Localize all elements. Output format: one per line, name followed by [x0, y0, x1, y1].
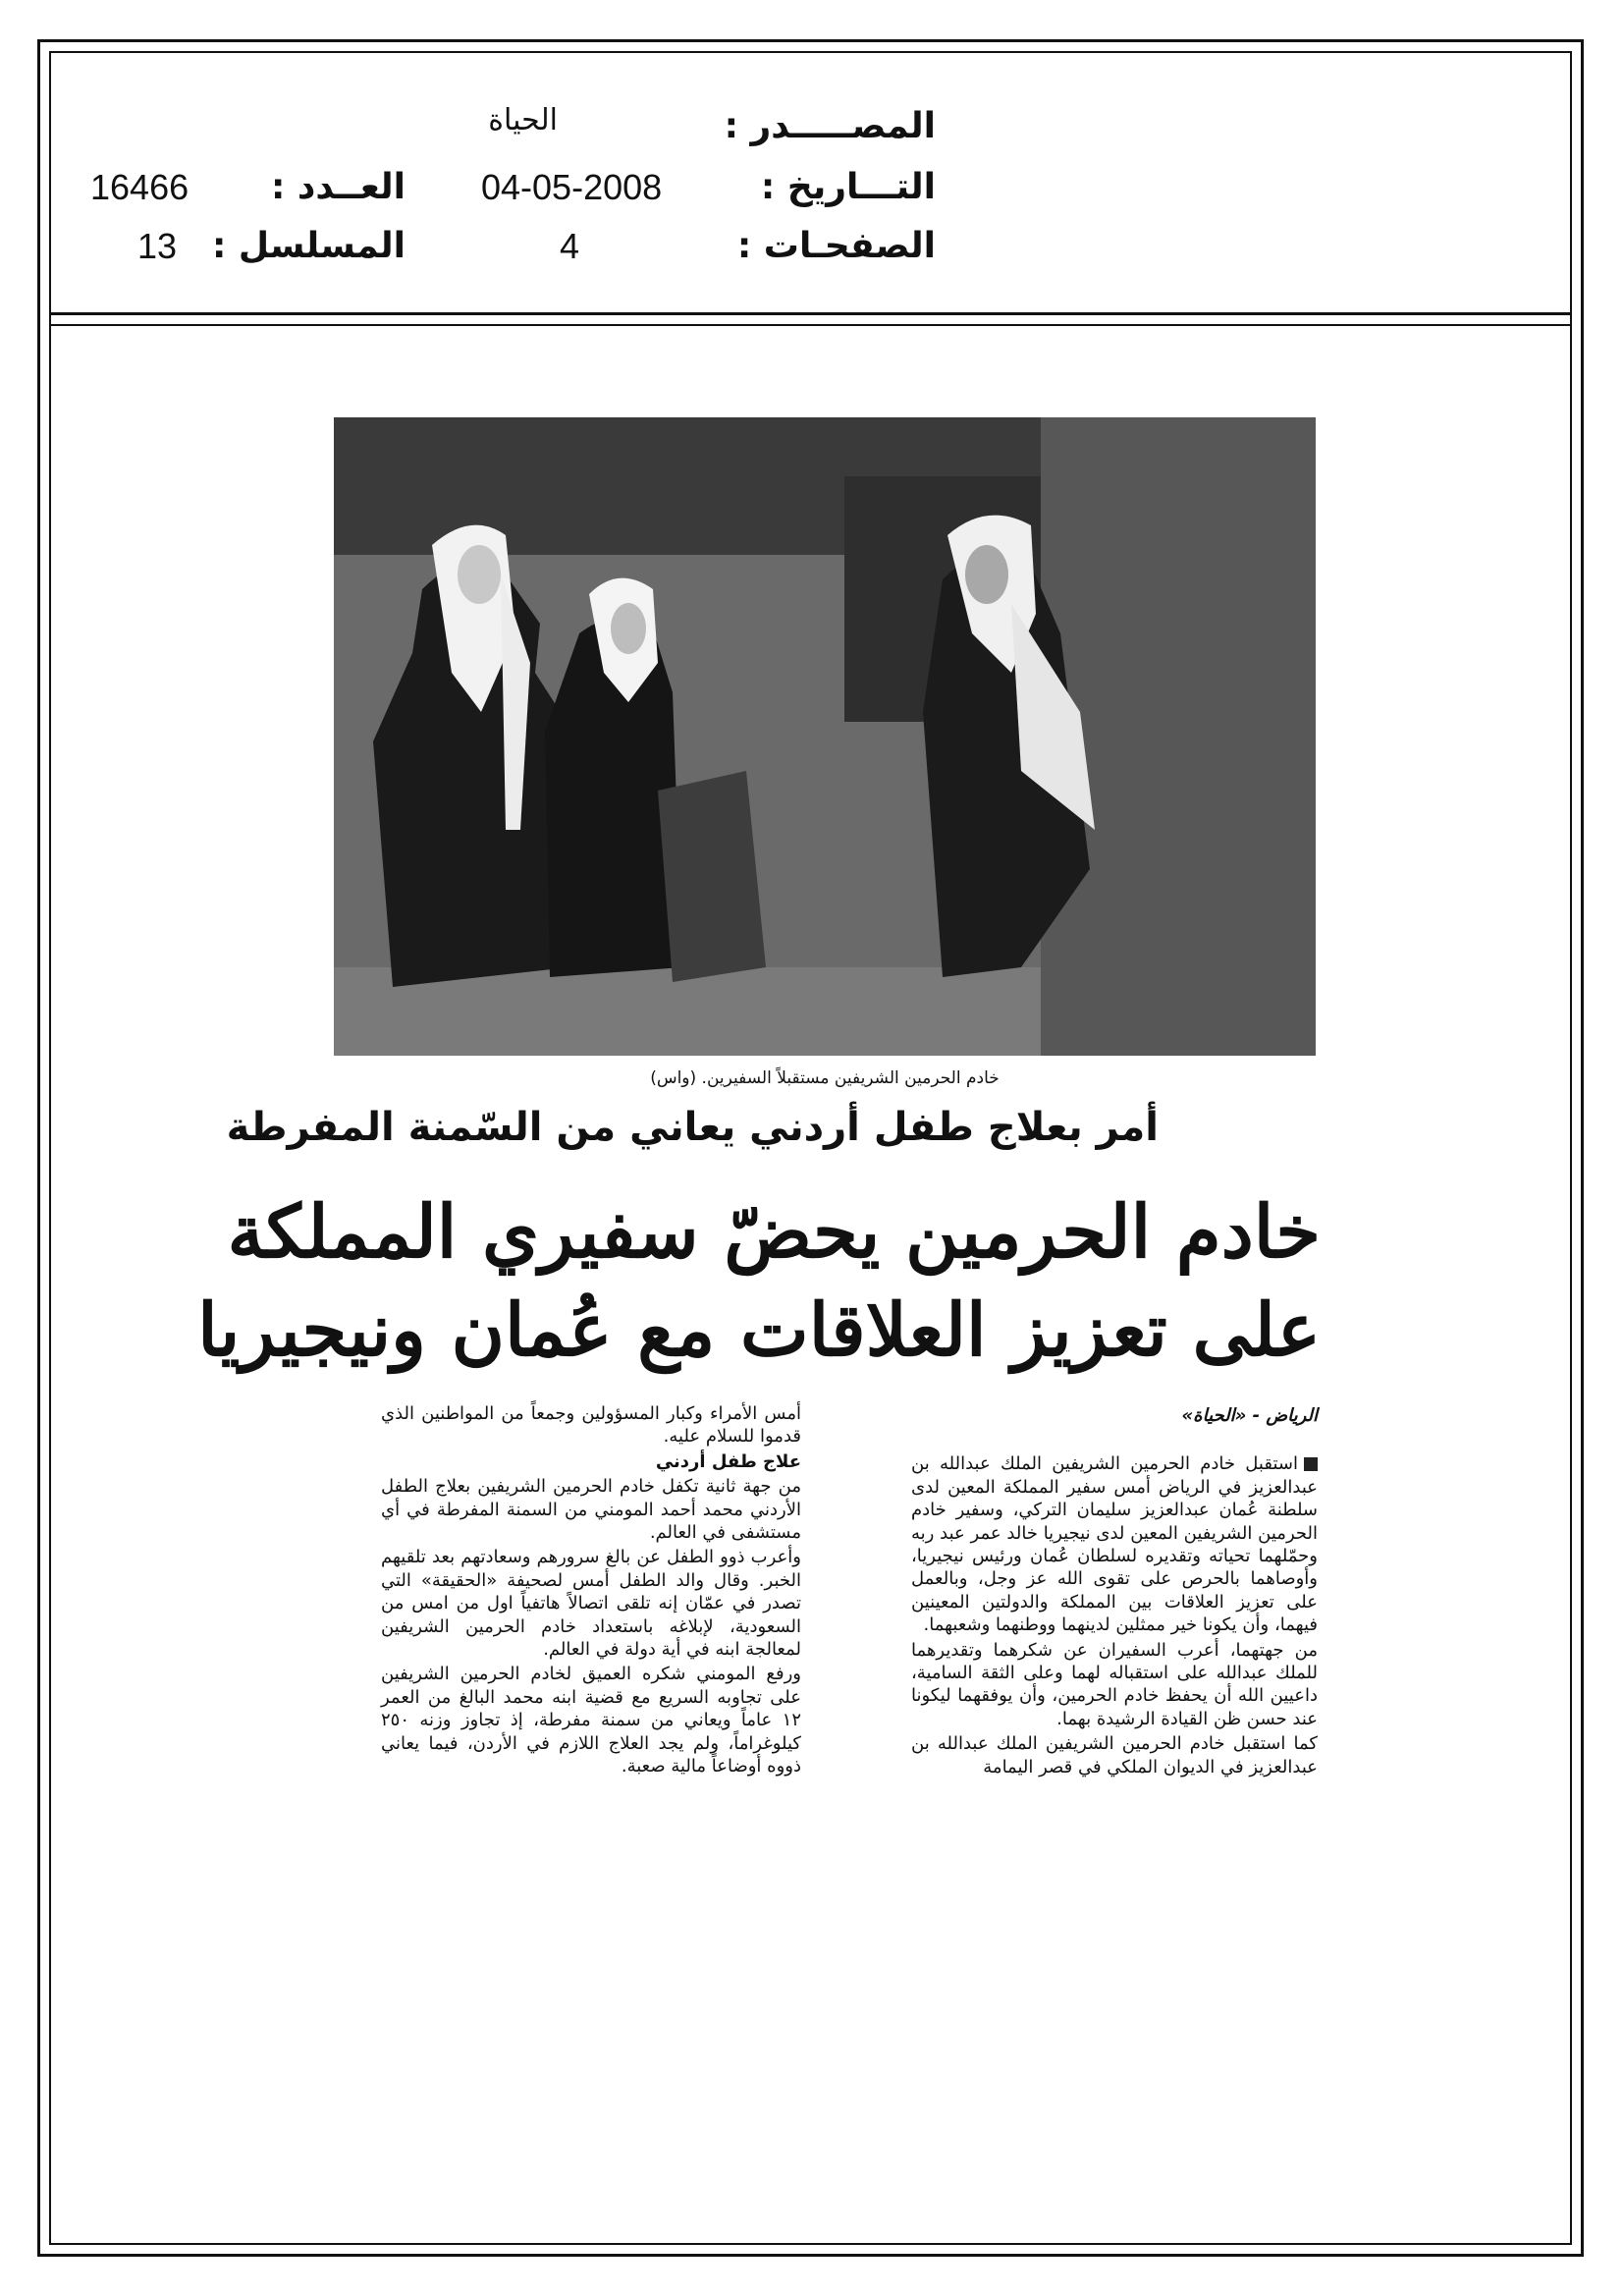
photo-caption: خادم الحرمين الشريفين مستقبلاً السفيرين. (واس): [650, 1068, 1000, 1088]
headline-line-2: على تعزيز العلاقات مع عُمان ونيجيريا: [197, 1288, 1321, 1373]
subhead: علاج طفل أردني: [655, 1450, 801, 1472]
article-right-column: [911, 1404, 1318, 1780]
header-divider: [49, 312, 1572, 315]
issue-label: العــدد :: [271, 167, 406, 207]
pages-label: الصفحـات :: [736, 226, 936, 266]
paragraph: ورفع المومني شكره العميق لخادم الحرمين الشريفين على تجاوبه السريع مع قضية ابنه محمد البالغ من العمر ١٢ عاماً ويعاني من سمنة مفرطة، إذ تجاوز وزنه ٢٥٠ كيلوغراماً، ولم يجد العلاج اللازم في الأردن، فيما يعاني ذووه أوضاعاً مالية صعبة.: [381, 1664, 801, 1777]
date-label: التـــاريخ :: [760, 167, 936, 207]
paragraph: من جهة ثانية تكفل خادم الحرمين الشريفين بعلاج الطفل الأردني محمد أحمد المومني من السمنة المفرطة في أي مستشفى في العالم.: [381, 1476, 801, 1544]
serial-value: 13: [137, 226, 178, 266]
paragraph: كما استقبل خادم الحرمين الشريفين الملك عبدالله بن عبدالعزيز في الديوان الملكي في قصر اليمامة: [911, 1733, 1318, 1777]
bullet-icon: [1304, 1457, 1318, 1471]
article-left-column: [381, 1402, 801, 1780]
header-divider-inner: [49, 324, 1572, 326]
paragraph: أمس الأمراء وكبار المسؤولين وجمعاً من المواطنين الذي قدموا للسلام عليه.: [381, 1403, 801, 1448]
issue-value: 16466: [90, 167, 189, 207]
source-label: المصـــــدر :: [724, 106, 936, 146]
article-kicker: أمر بعلاج طفل أردني يعاني من السّمنة المفرطة: [226, 1105, 1159, 1150]
date-value: 04-05-2008: [481, 167, 663, 207]
paragraph: استقبل خادم الحرمين الشريفين الملك عبدالله بن عبدالعزيز في الرياض أمس سفير المملكة المعين لدى سلطنة عُمان عبدالعزيز سليمان التركي، وسفير خادم الحرمين الشريفين المعين لدى نيجيريا خالد عمر عبد ربه وحمّلهما تحياته وتقديره لسلطان عُمان ورئيس نيجيريا، وأوصاهما بالحرص على تقوى الله عز وجل، وبالعمل على تعزيز العلاقات بين المملكة والدولتين المعينين فيهما، وأن يكونا خير ممثلين لدينهما ووطنهما وشعبهما.: [911, 1453, 1318, 1636]
headline-line-1: خادم الحرمين يحضّ سفيري المملكة: [227, 1190, 1321, 1275]
paragraph: وأعرب ذوو الطفل عن بالغ سرورهم وسعادتهم بعد تلقيهم الخبر. وقال والد الطفل أمس لصحيفة «الحقيقة» التي تصدر في عمّان إنه تلقى اتصالاً هاتفياً اول من امس من السعودية، لإبلاغه باستعداد خادم الحرمين الشريفين لمعالجة ابنه في أية دولة في العالم.: [381, 1547, 801, 1661]
paragraph: من جهتهما، أعرب السفيران عن شكرهما وتقديرهما للملك عبدالله على استقباله لهما وعلى الثقة السامية، داعيين الله أن يحفظ خادم الحرمين، وأن يوفقهما ليكونا عند حسن ظن القيادة الرشيدة بهما.: [911, 1639, 1318, 1729]
dateline: الرياض - «الحياة»: [1181, 1405, 1318, 1426]
serial-label: المسلسل :: [211, 226, 406, 266]
article-photo: [334, 417, 1316, 1056]
pages-value: 4: [560, 226, 580, 266]
source-value: الحياة: [488, 103, 558, 137]
